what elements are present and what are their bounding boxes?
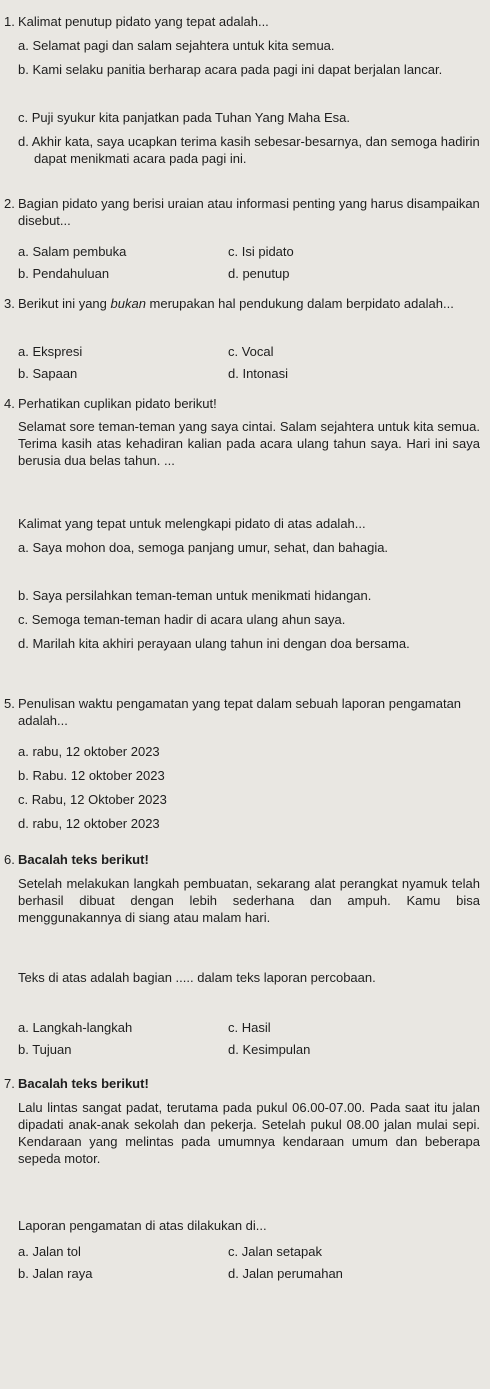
question-number: 4. xyxy=(4,396,15,411)
q5-option-d: d. rabu, 12 oktober 2023 xyxy=(18,816,160,831)
q6-option-d: d. Kesimpulan xyxy=(228,1042,311,1057)
question-number: 1. xyxy=(4,14,15,29)
q5-option-b: b. Rabu. 12 oktober 2023 xyxy=(18,768,165,783)
q4-passage: Selamat sore teman-teman yang saya cintai. Salam sejahtera untuk kita semua. Terima kasih atas kehadiran kalian pada acara ulang tahun saya. Hari ini saya berusia dua belas tahun. ... xyxy=(18,419,480,468)
q3-options xyxy=(18,344,478,388)
q1-option-d: d. Akhir kata, saya ucapkan terima kasih sebesar-besarnya, dan semoga hadirin dapat menikmati acara pada pagi ini. xyxy=(18,134,480,166)
q1-option-a: a. Selamat pagi dan salam sejahtera untuk kita semua. xyxy=(18,38,335,53)
q1-option-b: b. Kami selaku panitia berharap acara pada pagi ini dapat berjalan lancar. xyxy=(18,62,443,77)
q7-options xyxy=(18,1244,478,1288)
q5-option-a: a. rabu, 12 oktober 2023 xyxy=(18,744,160,759)
question-number: 7. xyxy=(4,1076,15,1091)
q7-option-a: a. Jalan tol xyxy=(18,1244,81,1259)
question-stem: Bacalah teks berikut! xyxy=(18,852,149,867)
q2-option-a: a. Salam pembuka xyxy=(18,244,127,259)
q2-option-d: d. penutup xyxy=(228,266,290,281)
q4-question: Kalimat yang tepat untuk melengkapi pidato di atas adalah... xyxy=(18,516,366,531)
q4-option-c: c. Semoga teman-teman hadir di acara ulang ahun saya. xyxy=(18,612,346,627)
q4-option-d: d. Marilah kita akhiri perayaan ulang tahun ini dengan doa bersama. xyxy=(18,636,410,651)
q7-option-b: b. Jalan raya xyxy=(18,1266,93,1281)
question-stem: Bagian pidato yang berisi uraian atau informasi penting yang harus disampaikan disebut... xyxy=(18,196,480,228)
q6-option-a: a. Langkah-langkah xyxy=(18,1020,133,1035)
q3-option-a: a. Ekspresi xyxy=(18,344,83,359)
question-number: 3. xyxy=(4,296,15,311)
q7-option-c: c. Jalan setapak xyxy=(228,1244,322,1259)
question-number: 2. xyxy=(4,196,15,211)
question-stem: Perhatikan cuplikan pidato berikut! xyxy=(18,396,217,411)
q7-question: Laporan pengamatan di atas dilakukan di... xyxy=(18,1218,267,1233)
q4-option-b: b. Saya persilahkan teman-teman untuk menikmati hidangan. xyxy=(18,588,372,603)
q2-option-b: b. Pendahuluan xyxy=(18,266,110,281)
q4-option-a: a. Saya mohon doa, semoga panjang umur, sehat, dan bahagia. xyxy=(18,540,389,555)
question-stem: Penulisan waktu pengamatan yang tepat dalam sebuah laporan pengamatan adalah... xyxy=(18,696,462,728)
question-number: 5. xyxy=(4,696,15,711)
q6-question: Teks di atas adalah bagian ..... dalam teks laporan percobaan. xyxy=(18,970,376,985)
q6-options xyxy=(18,1020,478,1064)
question-number: 6. xyxy=(4,852,15,867)
q3-option-c: c. Vocal xyxy=(228,344,274,359)
q6-option-c: c. Hasil xyxy=(228,1020,271,1035)
q6-option-b: b. Tujuan xyxy=(18,1042,72,1057)
question-stem: Berikut ini yang bukan merupakan hal pendukung dalam berpidato adalah... xyxy=(18,296,454,311)
q3-option-b: b. Sapaan xyxy=(18,366,78,381)
q2-option-c: c. Isi pidato xyxy=(228,244,294,259)
q2-options xyxy=(18,244,478,288)
q3-option-d: d. Intonasi xyxy=(228,366,288,381)
q7-passage: Lalu lintas sangat padat, terutama pada pukul 06.00-07.00. Pada saat itu jalan dipadati anak-anak sekolah dan pekerja. Setelah pukul 08.00 jalan mulai sepi. Kendaraan yang melintas pada umumnya kendaraan umum dan beberapa sepeda motor. xyxy=(18,1100,480,1166)
q7-option-d: d. Jalan perumahan xyxy=(228,1266,343,1281)
question-stem: Kalimat penutup pidato yang tepat adalah... xyxy=(18,14,269,29)
q1-option-c: c. Puji syukur kita panjatkan pada Tuhan Yang Maha Esa. xyxy=(18,110,350,125)
question-stem: Bacalah teks berikut! xyxy=(18,1076,149,1091)
q6-passage: Setelah melakukan langkah pembuatan, sekarang alat perangkat nyamuk telah berhasil dibuat dengan lebih sederhana dan ampuh. Kamu bisa menggunakannya di siang atau malam hari. xyxy=(18,876,480,925)
q5-option-c: c. Rabu, 12 Oktober 2023 xyxy=(18,792,167,807)
